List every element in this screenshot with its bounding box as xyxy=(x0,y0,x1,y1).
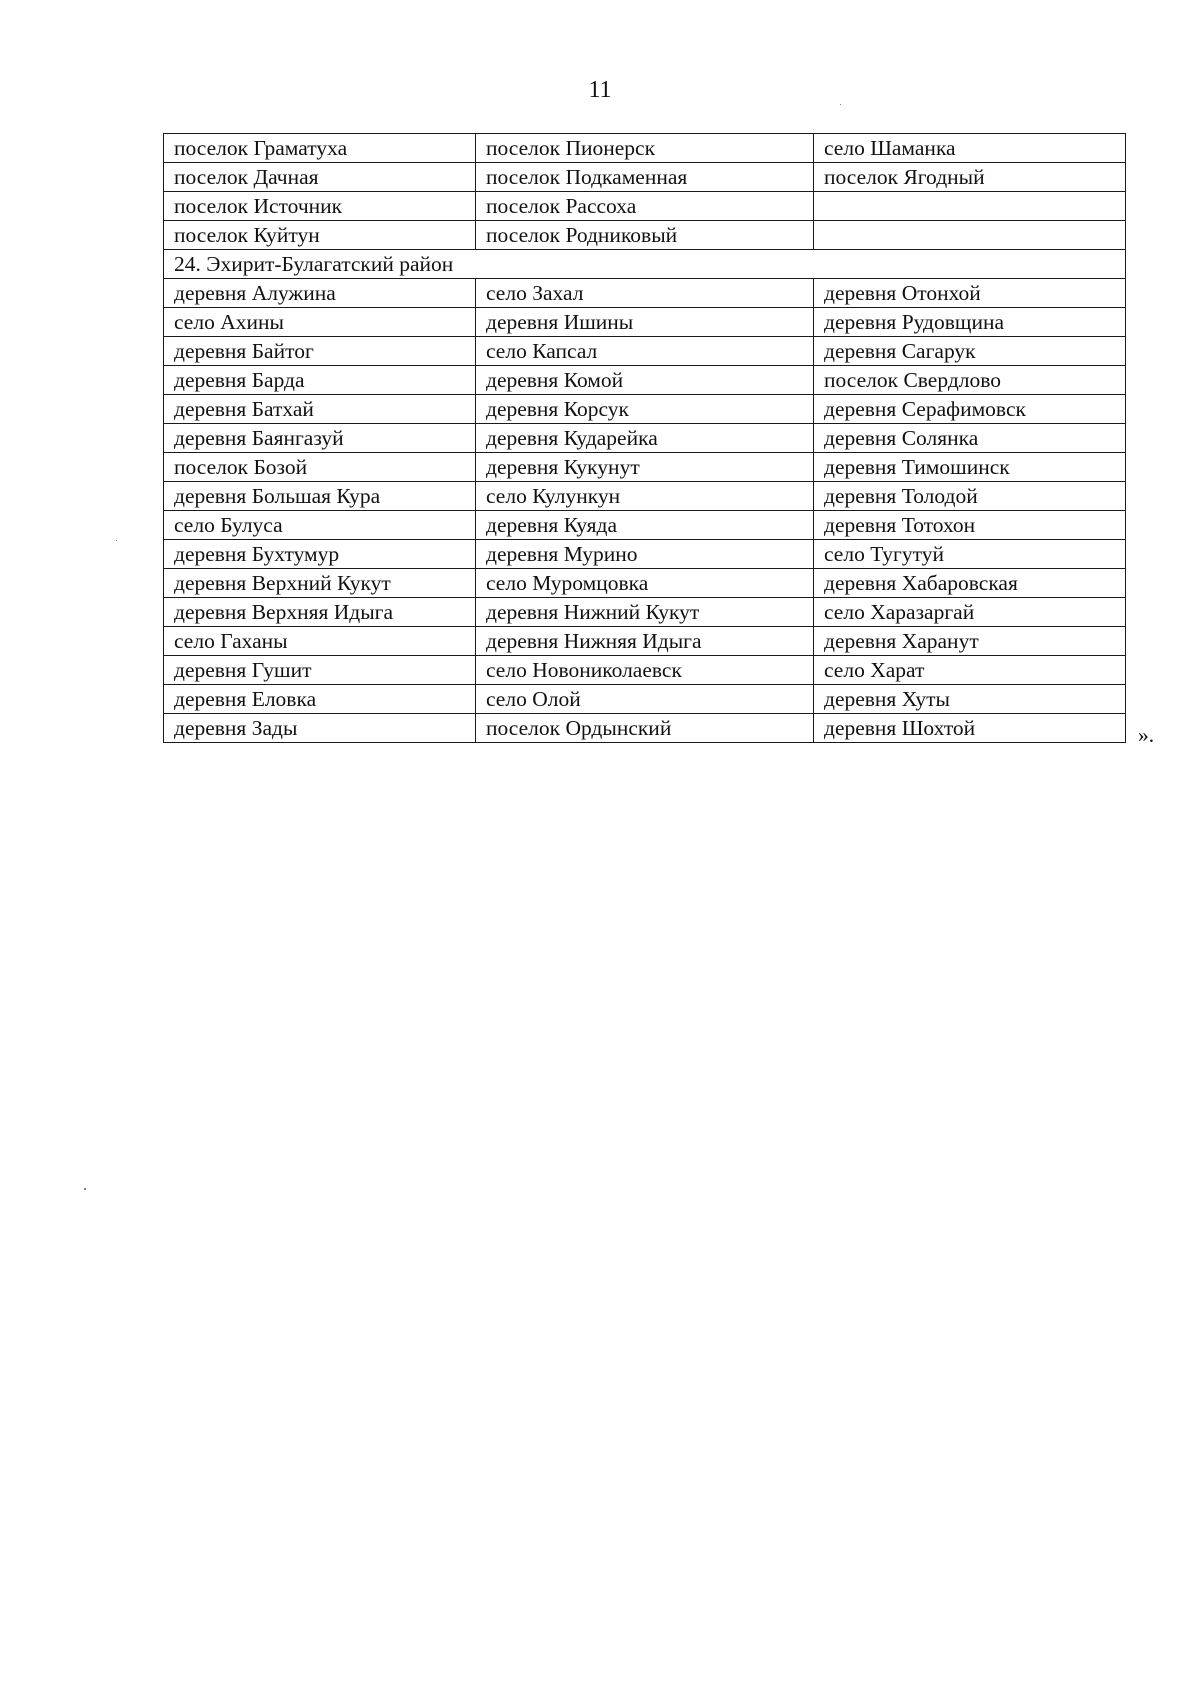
settlement-cell: деревня Серафимовск xyxy=(814,395,1126,424)
settlement-cell: село Кулункун xyxy=(476,482,814,511)
settlement-cell: село Новониколаевск xyxy=(476,656,814,685)
settlement-cell: деревня Верхняя Идыга xyxy=(164,598,476,627)
settlement-cell: деревня Верхний Кукут xyxy=(164,569,476,598)
table-row xyxy=(164,569,1126,598)
settlement-cell: поселок Ордынский xyxy=(476,714,814,743)
table-row xyxy=(164,395,1126,424)
settlement-cell: поселок Источник xyxy=(164,192,476,221)
table-row xyxy=(164,192,1126,221)
table-row xyxy=(164,424,1126,453)
settlement-cell: деревня Большая Кура xyxy=(164,482,476,511)
settlement-cell xyxy=(814,221,1126,250)
settlement-cell: село Капсал xyxy=(476,337,814,366)
settlement-cell: село Муромцовка xyxy=(476,569,814,598)
settlement-cell: село Харазаргай xyxy=(814,598,1126,627)
settlement-cell: деревня Гушит xyxy=(164,656,476,685)
table-row xyxy=(164,163,1126,192)
settlement-cell: деревня Шохтой xyxy=(814,714,1126,743)
settlement-cell: деревня Солянка xyxy=(814,424,1126,453)
settlement-cell: деревня Хуты xyxy=(814,685,1126,714)
settlement-cell: деревня Байтог xyxy=(164,337,476,366)
settlement-cell: деревня Куяда xyxy=(476,511,814,540)
settlement-cell: село Тугутуй xyxy=(814,540,1126,569)
settlement-cell: деревня Ишины xyxy=(476,308,814,337)
settlement-cell xyxy=(814,192,1126,221)
settlement-cell: поселок Куйтун xyxy=(164,221,476,250)
table-row xyxy=(164,656,1126,685)
settlement-cell: село Гаханы xyxy=(164,627,476,656)
scan-speck xyxy=(84,1188,86,1190)
settlements-table-body xyxy=(164,134,1126,743)
table-row xyxy=(164,511,1126,540)
table-row xyxy=(164,685,1126,714)
settlement-cell: поселок Родниковый xyxy=(476,221,814,250)
settlement-cell: поселок Пионерск xyxy=(476,134,814,163)
settlement-cell: деревня Баянгазуй xyxy=(164,424,476,453)
settlement-cell: поселок Бозой xyxy=(164,453,476,482)
settlement-cell: деревня Тимошинск xyxy=(814,453,1126,482)
settlement-cell: поселок Рассоха xyxy=(476,192,814,221)
table-row xyxy=(164,482,1126,511)
closing-quote-mark: ». xyxy=(1138,723,1155,747)
table-row xyxy=(164,598,1126,627)
table-row xyxy=(164,279,1126,308)
settlement-cell: деревня Тотохон xyxy=(814,511,1126,540)
settlement-cell: деревня Барда xyxy=(164,366,476,395)
settlement-cell: деревня Корсук xyxy=(476,395,814,424)
settlement-cell: деревня Кударейка xyxy=(476,424,814,453)
settlement-cell: поселок Свердлово xyxy=(814,366,1126,395)
table-row xyxy=(164,134,1126,163)
settlement-cell: деревня Батхай xyxy=(164,395,476,424)
table-row xyxy=(164,540,1126,569)
settlement-cell: деревня Рудовщина xyxy=(814,308,1126,337)
table-row xyxy=(164,627,1126,656)
settlement-cell: поселок Дачная xyxy=(164,163,476,192)
settlement-cell: деревня Толодой xyxy=(814,482,1126,511)
page-number: 11 xyxy=(588,77,612,103)
settlement-cell: поселок Подкаменная xyxy=(476,163,814,192)
table-row xyxy=(164,221,1126,250)
table-row xyxy=(164,453,1126,482)
settlement-cell: деревня Кукунут xyxy=(476,453,814,482)
settlement-cell: деревня Мурино xyxy=(476,540,814,569)
settlement-cell: деревня Отонхой xyxy=(814,279,1126,308)
settlement-cell: село Шаманка xyxy=(814,134,1126,163)
scan-speck xyxy=(116,540,117,541)
settlement-cell: деревня Нижний Кукут xyxy=(476,598,814,627)
settlement-cell: деревня Хабаровская xyxy=(814,569,1126,598)
settlement-cell: село Захал xyxy=(476,279,814,308)
settlement-cell: деревня Харанут xyxy=(814,627,1126,656)
settlement-cell: деревня Комой xyxy=(476,366,814,395)
table-row xyxy=(164,308,1126,337)
settlement-cell: деревня Бухтумур xyxy=(164,540,476,569)
settlement-cell: поселок Граматуха xyxy=(164,134,476,163)
settlement-cell: деревня Алужина xyxy=(164,279,476,308)
table-row xyxy=(164,366,1126,395)
settlement-cell: село Олой xyxy=(476,685,814,714)
settlement-cell: село Харат xyxy=(814,656,1126,685)
settlement-cell: деревня Еловка xyxy=(164,685,476,714)
settlement-cell: деревня Сагарук xyxy=(814,337,1126,366)
district-heading: 24. Эхирит-Булагатский район xyxy=(164,250,1126,279)
settlement-cell: село Ахины xyxy=(164,308,476,337)
settlement-cell: поселок Ягодный xyxy=(814,163,1126,192)
settlement-cell: деревня Зады xyxy=(164,714,476,743)
settlements-table xyxy=(163,133,1126,743)
scan-speck xyxy=(840,104,841,105)
district-heading-row xyxy=(164,250,1126,279)
table-row xyxy=(164,337,1126,366)
settlement-cell: село Булуса xyxy=(164,511,476,540)
settlement-cell: деревня Нижняя Идыга xyxy=(476,627,814,656)
table-row xyxy=(164,714,1126,743)
